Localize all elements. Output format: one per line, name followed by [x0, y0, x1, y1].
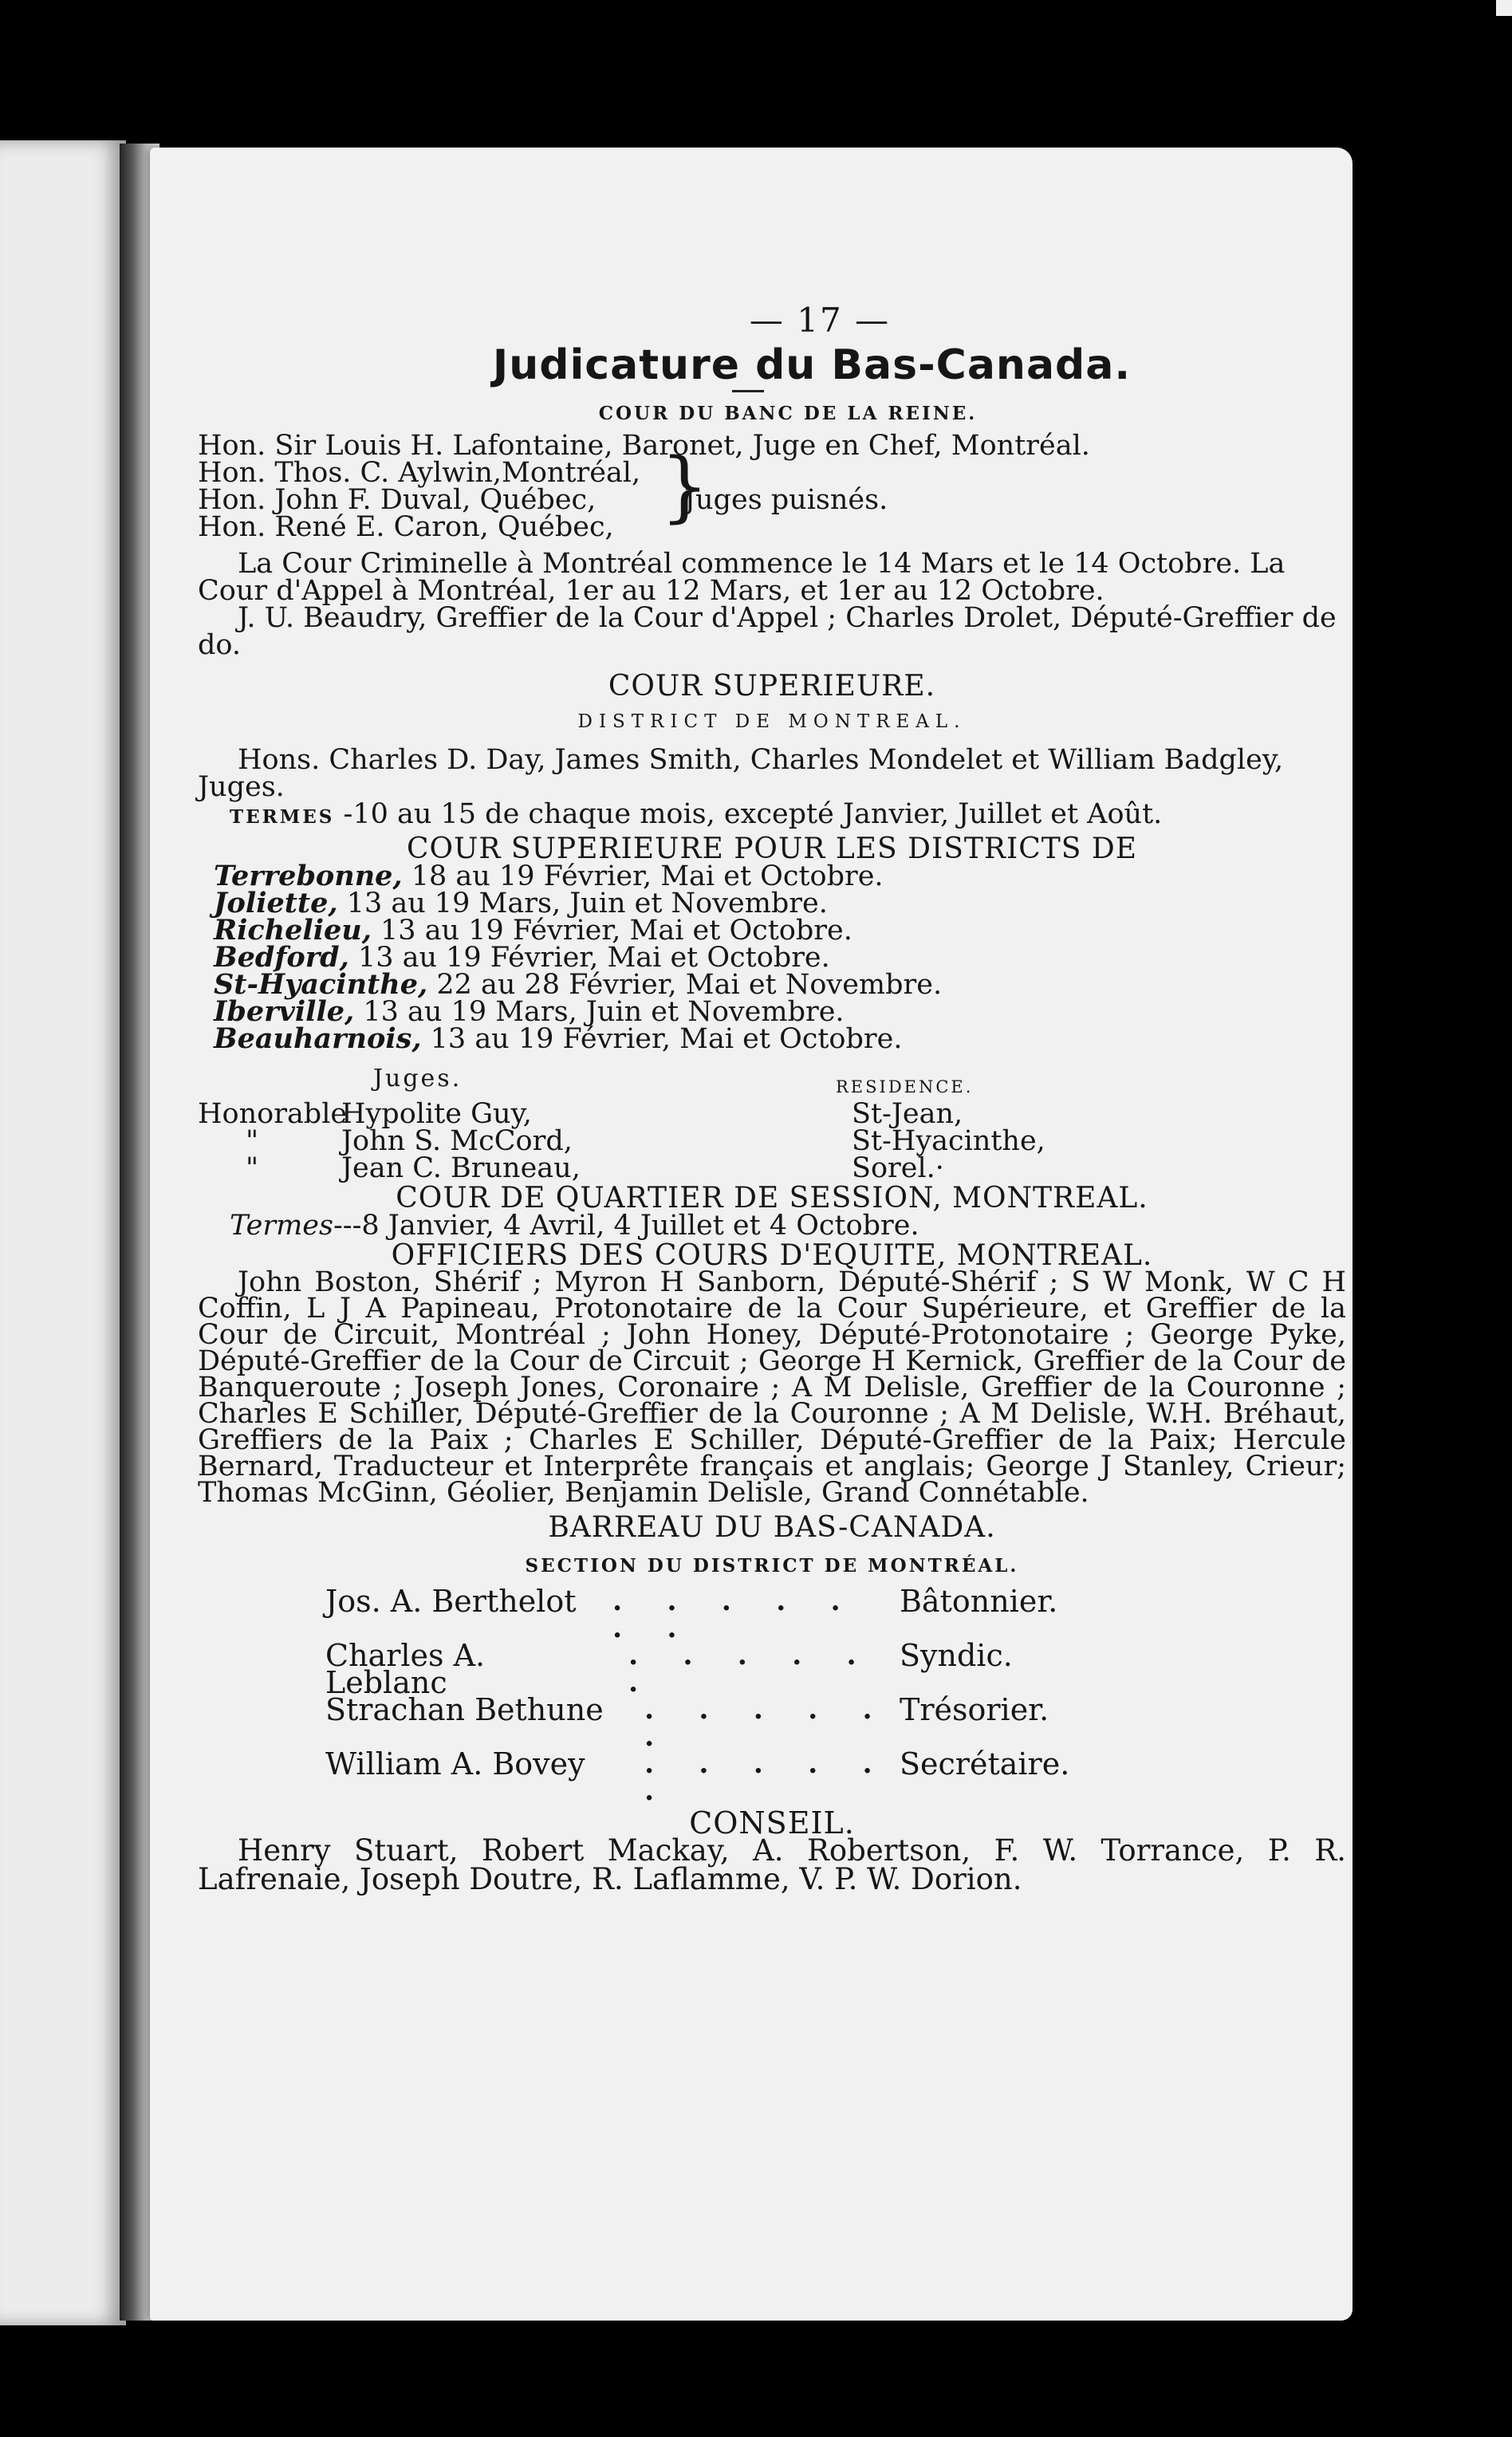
- quartier-termes: [230, 1210, 1346, 1242]
- banc-judge: Hon. Thos. C. Aylwin,Montréal,: [198, 457, 641, 489]
- termes-label: TERMES: [230, 806, 335, 828]
- juges-prefix: ": [246, 1152, 259, 1184]
- district-item: [214, 995, 1346, 1028]
- barreau-member: [325, 1638, 1171, 1700]
- barreau-members: [198, 1584, 1346, 1807]
- district-dates: 13 au 19 Mars, Juin et Novembre.: [337, 888, 828, 919]
- juges-residence: St-Hyacinthe,: [852, 1125, 1045, 1157]
- district-dates: 13 au 19 Février, Mai et Octobre.: [371, 915, 852, 947]
- officiers-text: John Boston, Shérif ; Myron H Sanborn, Député-Shérif ; S W Monk, W C H Coffin, L J A Papineau, Protonotaire de la Cour Supérieure, et Greffier de la Cour de Circuit, Montréal ; John Honey, Député-Protonotaire ; George Pyke, Député-Greffier de la Cour de Circuit ; George H Kernick, Greffier de la Cour de Banqueroute ; Joseph Jones, Coronaire ; A M Delisle, Greffier de la Couronne ; Charles E Schiller, Député-Greffier de la Couronne ; A M Delisle, W.H. Bréhaut, Greffiers de la Paix ; Charles E Schiller, Député-Greffier de la Paix; Hercule Bernard, Traducteur et Interprête français et anglais; George J Stanley, Crieur; Thomas McGinn, Géolier, Benjamin Delisle, Grand Connétable.: [198, 1266, 1346, 1509]
- superieure-termes: [230, 798, 1346, 831]
- districts-list: [214, 860, 1346, 1055]
- termes-text: -10 au 15 de chaque mois, excepté Janvier, Juillet et Août.: [334, 798, 1163, 830]
- juges-row: [198, 1100, 1346, 1128]
- district-item: [214, 914, 1346, 947]
- banc-judges-label: Juges puisnés.: [684, 484, 888, 516]
- district-name: Bedford,: [214, 941, 349, 974]
- juges-residence: St-Jean,: [852, 1098, 963, 1130]
- juges-name: Jean C. Bruneau,: [341, 1152, 581, 1184]
- member-name: Jos. A. Berthelot: [325, 1584, 577, 1619]
- district-dates: 13 au 19 Mars, Juin et Novembre.: [354, 996, 845, 1028]
- conseil-heading: CONSEIL.: [689, 1805, 855, 1841]
- juges-table: [198, 1100, 1346, 1182]
- barreau-member: [325, 1584, 1171, 1644]
- juges-residence: Sorel.·: [852, 1152, 944, 1184]
- corner-mark: [1496, 0, 1512, 16]
- banc-heading: COUR DU BANC DE LA REINE.: [598, 403, 978, 424]
- district-dates: 18 au 19 Février, Mai et Octobre.: [402, 860, 884, 892]
- juges-col-label: Juges.: [373, 1065, 463, 1093]
- superieure-district: DISTRICT DE MONTREAL.: [577, 711, 967, 732]
- quartier-termes-label: Termes: [230, 1210, 333, 1242]
- officiers-heading: OFFICIERS DES COURS D'EQUITE, MONTREAL.: [391, 1239, 1153, 1272]
- district-name: Terrebonne,: [214, 860, 403, 892]
- quartier-termes-text: ---8 Janvier, 4 Avril, 4 Juillet et 4 Octobre.: [333, 1210, 919, 1242]
- barreau-section: SECTION DU DISTRICT DE MONTRÉAL.: [525, 1555, 1019, 1577]
- book-page: [150, 148, 1353, 2321]
- juges-prefix: ": [246, 1125, 259, 1157]
- banc-judge: Hon. John F. Duval, Québec,: [198, 484, 597, 516]
- member-dots: . . . . . .: [644, 1747, 890, 1807]
- member-role: Syndic.: [900, 1638, 1013, 1673]
- district-name: Joliette,: [214, 887, 338, 919]
- superieure-judges: Hons. Charles D. Day, James Smith, Charles Mondelet et William Badgley, Juges.: [198, 744, 1284, 803]
- juges-prefix: Honorable: [198, 1098, 348, 1130]
- barreau-heading: BARREAU DU BAS-CANADA.: [548, 1511, 996, 1544]
- district-name: Beauharnois,: [214, 1022, 422, 1055]
- member-role: Secrétaire.: [900, 1746, 1070, 1781]
- district-dates: 13 au 19 Février, Mai et Octobre.: [421, 1023, 903, 1055]
- district-dates: 13 au 19 Février, Mai et Octobre.: [348, 942, 830, 974]
- juges-name: John S. McCord,: [341, 1125, 573, 1157]
- districts-heading: COUR SUPERIEURE POUR LES DISTRICTS DE: [406, 833, 1138, 865]
- banc-judges-list: [198, 459, 660, 541]
- page-number: — 17 —: [749, 301, 891, 340]
- facing-page-edge: [0, 140, 126, 2325]
- member-role: Bâtonnier.: [900, 1584, 1058, 1619]
- district-name: St-Hyacinthe,: [214, 968, 428, 1001]
- district-name: Iberville,: [214, 995, 355, 1028]
- member-dots: . . . . . . .: [612, 1585, 858, 1644]
- district-item: [214, 887, 1346, 919]
- member-dots: . . . . . .: [628, 1639, 874, 1699]
- member-dots: . . . . . .: [644, 1693, 890, 1753]
- district-item: [214, 1022, 1346, 1055]
- juges-header: [198, 1065, 1346, 1100]
- superieure-heading: COUR SUPERIEURE.: [608, 670, 936, 703]
- member-name: Strachan Bethune: [325, 1692, 604, 1727]
- district-dates: 22 au 28 Février, Mai et Novembre.: [427, 969, 943, 1001]
- member-name: William A. Bovey: [325, 1746, 585, 1781]
- district-item: [214, 941, 1346, 974]
- barreau-member: [325, 1692, 1171, 1753]
- barreau-member: [325, 1746, 1171, 1807]
- juges-name: Hypolite Guy,: [341, 1098, 532, 1130]
- member-name: Charles A. Leblanc: [325, 1638, 486, 1700]
- member-role: Trésorier.: [900, 1692, 1049, 1727]
- page-title: Judicature du Bas-Canada.: [492, 341, 1132, 389]
- banc-text-greffier: J. U. Beaudry, Greffier de la Cour d'Appel ; Charles Drolet, Député-Greffier de do.: [198, 602, 1337, 661]
- banc-text-criminal: La Cour Criminelle à Montréal commence le 14 Mars et le 14 Octobre. La Cour d'Appel à Montréal, 1er au 12 Mars, et 1er au 12 Octobre.: [198, 548, 1286, 607]
- conseil-text: Henry Stuart, Robert Mackay, A. Robertson, F. W. Torrance, P. R. Lafrenaie, Joseph Doutre, R. Laflamme, V. P. W. Dorion.: [198, 1833, 1346, 1896]
- banc-judge: Hon. René E. Caron, Québec,: [198, 511, 614, 543]
- brace-icon: }: [660, 442, 710, 531]
- quartier-heading: COUR DE QUARTIER DE SESSION, MONTREAL.: [396, 1182, 1148, 1215]
- district-item: [214, 860, 1346, 892]
- juges-row: [198, 1125, 1346, 1157]
- district-name: Richelieu,: [214, 914, 372, 947]
- residence-col-label: RESIDENCE.: [836, 1077, 974, 1096]
- title-rule: [732, 390, 764, 392]
- page-content: [198, 301, 1346, 2301]
- district-item: [214, 968, 1346, 1001]
- banc-chief: Hon. Sir Louis H. Lafontaine, Baronet, Juge en Chef, Montréal.: [198, 430, 1090, 462]
- juges-row: [198, 1152, 1346, 1184]
